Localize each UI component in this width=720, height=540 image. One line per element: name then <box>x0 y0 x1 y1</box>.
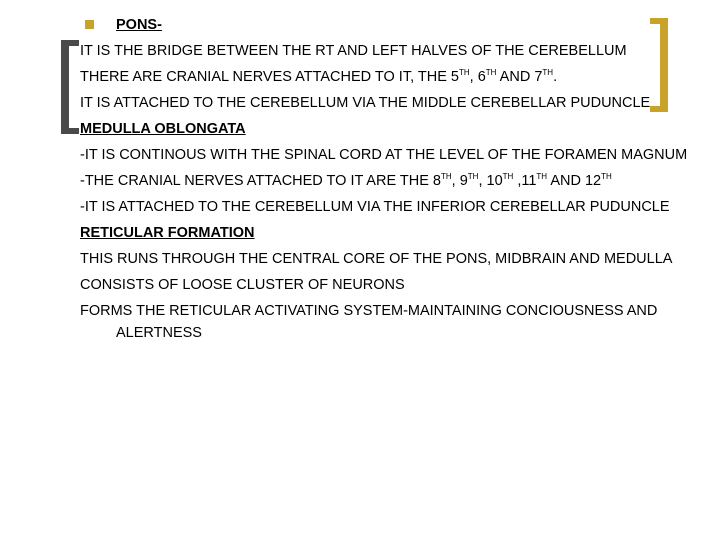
pons-line-1: IT IS THE BRIDGE BETWEEN THE RT AND LEFT HALVES OF THE CEREBELLUM <box>80 43 627 59</box>
reticular-title: RETICULAR FORMATION <box>80 225 255 241</box>
pons-heading <box>80 14 690 36</box>
reticular-line-3: FORMS THE RETICULAR ACTIVATING SYSTEM-MAINTAINING CONCIOUSNESS AND ALERTNESS <box>80 303 658 341</box>
pons-line-3: IT IS ATTACHED TO THE CEREBELLUM VIA THE MIDDLE CEREBELLAR PUDUNCLE <box>80 95 651 111</box>
square-bullet-icon <box>85 20 94 29</box>
pons-line-2: THERE ARE CRANIAL NERVES ATTACHED TO IT, THE 5TH, 6TH AND 7TH. <box>80 68 558 85</box>
medulla-line-3: -IT IS ATTACHED TO THE CEREBELLUM VIA THE INFERIOR CEREBELLAR PUDUNCLE <box>80 199 670 215</box>
medulla-title: MEDULLA OBLONGATA <box>80 121 246 137</box>
reticular-heading <box>80 222 690 244</box>
medulla-heading <box>80 118 690 140</box>
left-bracket-decoration <box>61 40 79 134</box>
pons-title: PONS- <box>116 17 162 33</box>
medulla-line-2: -THE CRANIAL NERVES ATTACHED TO IT ARE THE 8TH, 9TH, 10TH ,11TH AND 12TH <box>80 172 612 189</box>
slide-content <box>80 14 690 348</box>
reticular-line-1: THIS RUNS THROUGH THE CENTRAL CORE OF THE PONS, MIDBRAIN AND MEDULLA <box>80 251 673 267</box>
medulla-line-1: -IT IS CONTINOUS WITH THE SPINAL CORD AT THE LEVEL OF THE FORAMEN MAGNUM <box>80 147 688 163</box>
reticular-line-2: CONSISTS OF LOOSE CLUSTER OF NEURONS <box>80 277 405 293</box>
